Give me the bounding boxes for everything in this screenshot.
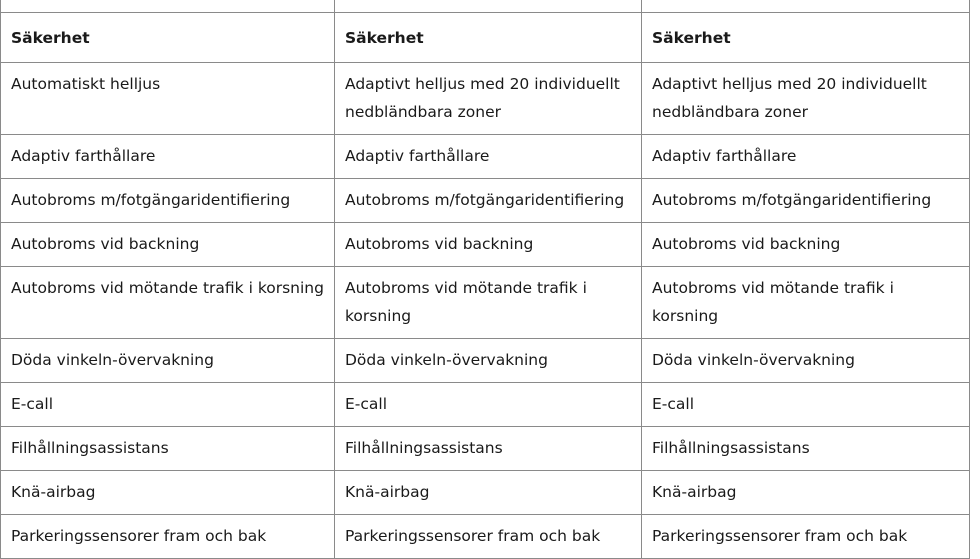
table-cell: Autobroms vid backning [642,223,970,267]
table-row [1,223,970,267]
table-cell: Adaptiv farthållare [335,135,642,179]
table-cell: Autobroms vid backning [335,223,642,267]
table-cell: Filhållningsassistans [335,427,642,471]
table-row [1,179,970,223]
table-cell: Autobroms vid backning [1,223,335,267]
table-cell: Adaptivt helljus med 20 individuellt nedbländbara zoner [335,63,642,135]
table-cell: Autobroms vid mötande trafik i korsning [1,267,335,339]
table-cell: Autobroms vid mötande trafik i korsning [642,267,970,339]
header-cell-2: Säkerhet [335,13,642,63]
table-cell: Knä-airbag [335,471,642,515]
table-cell: E-call [335,383,642,427]
table-cell: Adaptiv farthållare [1,135,335,179]
table-cell: Automatiskt helljus [1,63,335,135]
table-row [1,339,970,383]
table-cell [1,0,335,13]
table-cell: Autobroms m/fotgängaridentifiering [335,179,642,223]
table-cell: Filhållningsassistans [642,427,970,471]
table-cell: Döda vinkeln-övervakning [642,339,970,383]
table-cell: Autobroms m/fotgängaridentifiering [1,179,335,223]
header-cell-1: Säkerhet [1,13,335,63]
table-cell: E-call [1,383,335,427]
table-cell: E-call [642,383,970,427]
table-cell: Döda vinkeln-övervakning [335,339,642,383]
table-row [1,427,970,471]
table-cell: Döda vinkeln-övervakning [1,339,335,383]
table-header-row [1,13,970,63]
table-cell: Autobroms m/fotgängaridentifiering [642,179,970,223]
table-cell [642,0,970,13]
table-row [1,515,970,559]
table-row [1,383,970,427]
table-row [1,63,970,135]
table-row [1,135,970,179]
table-row [1,471,970,515]
table-row [1,267,970,339]
table-cell: Filhållningsassistans [1,427,335,471]
table-cell: Adaptiv farthållare [642,135,970,179]
table-cell [335,0,642,13]
previous-row-fragment [1,0,970,13]
table-cell: Parkeringssensorer fram och bak [335,515,642,559]
table-cell: Parkeringssensorer fram och bak [1,515,335,559]
table-cell: Knä-airbag [642,471,970,515]
table-cell: Adaptivt helljus med 20 individuellt nedbländbara zoner [642,63,970,135]
header-cell-3: Säkerhet [642,13,970,63]
table-cell: Autobroms vid mötande trafik i korsning [335,267,642,339]
table-cell: Knä-airbag [1,471,335,515]
table-cell: Parkeringssensorer fram och bak [642,515,970,559]
